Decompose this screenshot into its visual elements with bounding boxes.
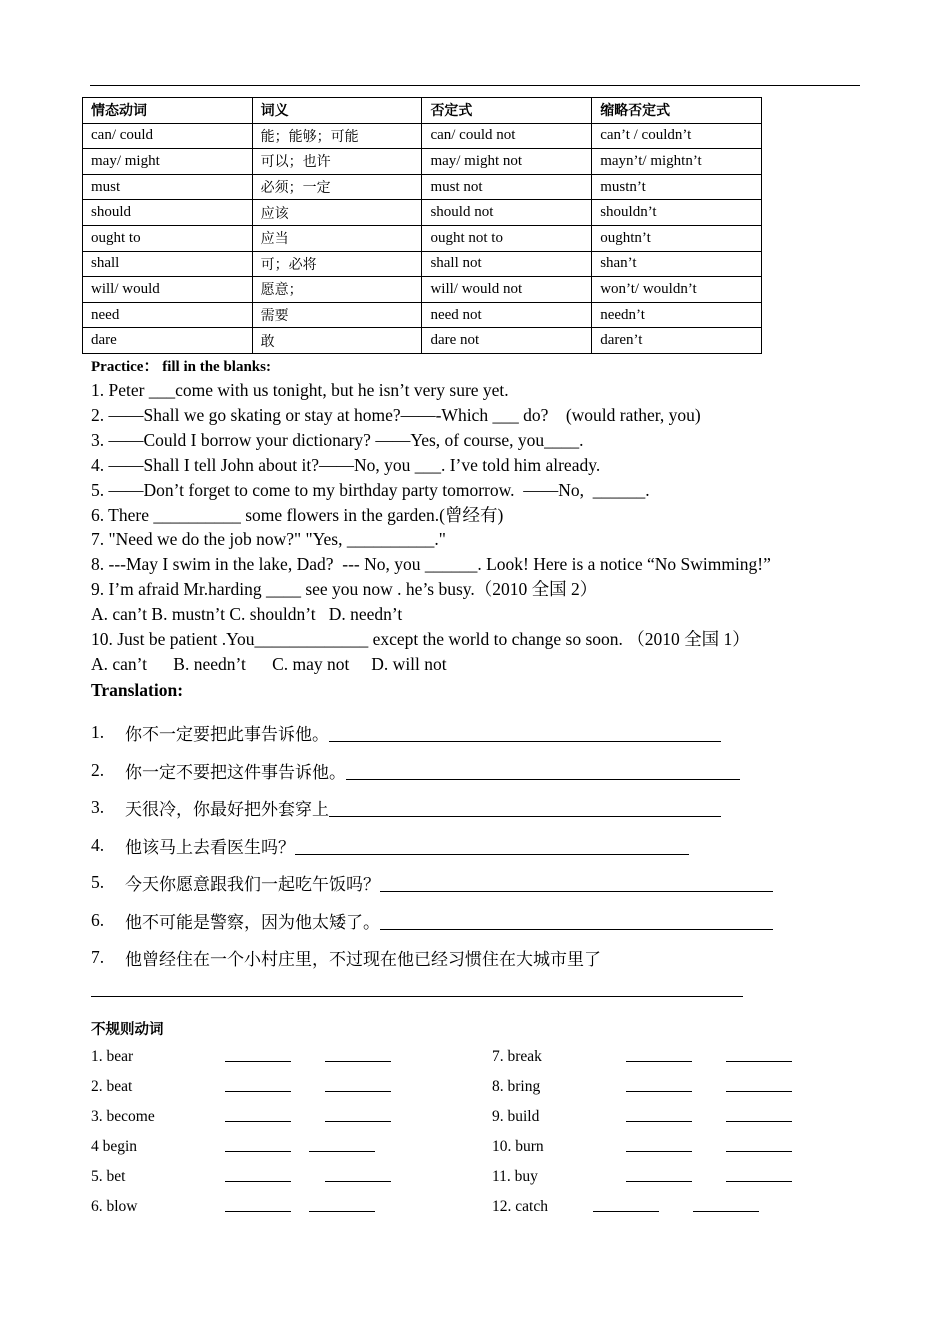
- table-cell: won’t/ wouldn’t: [592, 277, 762, 303]
- table-cell: will/ would: [83, 277, 253, 303]
- past-tense-blank[interactable]: [225, 1091, 291, 1092]
- table-cell: should: [83, 200, 253, 226]
- answer-blank[interactable]: [346, 761, 740, 780]
- verb-label: 3. become: [91, 1108, 155, 1125]
- table-cell: daren’t: [592, 328, 762, 354]
- past-participle-blank[interactable]: [726, 1181, 792, 1182]
- past-tense-blank[interactable]: [593, 1211, 659, 1212]
- translation-prompt: 他曾经住在一个小村庄里，不过现在他已经习惯住在大城市里了: [125, 950, 601, 971]
- practice-question: 3. ——Could I borrow your dictionary? ——Yes, of course, you____.: [91, 429, 584, 450]
- past-participle-blank[interactable]: [309, 1151, 375, 1152]
- header-cell: 否定式: [422, 98, 592, 124]
- translation-number: 6.: [91, 909, 105, 930]
- verb-label: 8. bring: [492, 1078, 541, 1095]
- table-cell: may/ might: [83, 149, 253, 175]
- table-row: [83, 328, 762, 354]
- header-cell: 词义: [252, 98, 422, 124]
- table-cell: need: [83, 302, 253, 328]
- translation-prompt: 你一定不要把这件事告诉他。: [125, 762, 346, 783]
- table-cell: mustn’t: [592, 174, 762, 200]
- table-cell: 可以；也许: [252, 149, 422, 175]
- table-cell: need not: [422, 302, 592, 328]
- verb-label: 6. blow: [91, 1198, 138, 1215]
- translation-number: 7.: [91, 947, 105, 968]
- translation-item: [91, 714, 773, 752]
- practice-question: A. can’t B. mustn’t C. shouldn’t D. needn’t: [91, 604, 403, 625]
- translation-list: [91, 714, 773, 977]
- table-cell: can’t / couldn’t: [592, 123, 762, 149]
- practice-question: 9. I’m afraid Mr.harding ____ see you now . he’s busy.（2010 全国 2）: [91, 579, 598, 600]
- past-participle-blank[interactable]: [325, 1181, 391, 1182]
- past-tense-blank[interactable]: [225, 1151, 291, 1152]
- table-cell: ought not to: [422, 225, 592, 251]
- past-participle-blank[interactable]: [726, 1061, 792, 1062]
- table-cell: shall not: [422, 251, 592, 277]
- irregular-verbs-title: 不规则动词: [91, 1022, 164, 1038]
- table-cell: can/ could not: [422, 123, 592, 149]
- practice-question: 1. Peter ___come with us tonight, but he isn’t very sure yet.: [91, 380, 509, 400]
- table-header-row: [83, 98, 762, 124]
- table-cell: 敢: [252, 328, 422, 354]
- past-participle-blank[interactable]: [726, 1091, 792, 1092]
- translation-item: [91, 827, 773, 865]
- table-cell: 需要: [252, 302, 422, 328]
- past-tense-blank[interactable]: [225, 1211, 291, 1212]
- translation-prompt: 你不一定要把此事告诉他。: [125, 725, 329, 746]
- translation-number: 4.: [91, 834, 105, 855]
- verb-label: 2. beat: [91, 1078, 133, 1095]
- verb-label: 4 begin: [91, 1138, 138, 1155]
- table-cell: must: [83, 174, 253, 200]
- practice-question: 7. "Need we do the job now?" "Yes, __________.": [91, 529, 446, 550]
- translation-number: 5.: [91, 872, 105, 893]
- table-cell: should not: [422, 200, 592, 226]
- translation-prompt: 天很冷，你最好把外套穿上: [125, 800, 329, 821]
- answer-blank[interactable]: [329, 798, 721, 817]
- translation-item: [91, 939, 773, 977]
- translation-item: [91, 902, 773, 940]
- practice-question: 10. Just be patient .You_____________ except the world to change so soon. （2010 全国 1）: [91, 629, 750, 650]
- practice-section: [91, 356, 771, 677]
- answer-blank[interactable]: [380, 873, 773, 892]
- table-cell: dare not: [422, 328, 592, 354]
- table-row: [83, 251, 762, 277]
- past-participle-blank[interactable]: [309, 1211, 375, 1212]
- translation-number: 2.: [91, 759, 105, 780]
- verb-label: 7. break: [492, 1048, 542, 1065]
- translation-prompt: 他不可能是警察，因为他太矮了。: [125, 912, 380, 933]
- practice-question: 4. ——Shall I tell John about it?——No, you ___. I’ve told him already.: [91, 454, 601, 475]
- past-participle-blank[interactable]: [325, 1091, 391, 1092]
- table-row: [83, 123, 762, 149]
- translation-item: [91, 864, 773, 902]
- table-cell: ought to: [83, 225, 253, 251]
- modal-verbs-table: [82, 97, 762, 354]
- table-row: [83, 149, 762, 175]
- answer-blank[interactable]: [380, 911, 773, 930]
- header-cell: 情态动词: [83, 98, 253, 124]
- past-tense-blank[interactable]: [626, 1181, 692, 1182]
- table-cell: will/ would not: [422, 277, 592, 303]
- table-cell: shan’t: [592, 251, 762, 277]
- past-tense-blank[interactable]: [626, 1091, 692, 1092]
- table-cell: shouldn’t: [592, 200, 762, 226]
- table-cell: mayn’t/ mightn’t: [592, 149, 762, 175]
- table-cell: shall: [83, 251, 253, 277]
- practice-question: 2. ——Shall we go skating or stay at home?——-Which ___ do? (would rather, you): [91, 404, 701, 425]
- header-cell: 缩略否定式: [592, 98, 762, 124]
- table-row: [83, 302, 762, 328]
- practice-heading: Practice： fill in the blanks:: [91, 359, 271, 375]
- past-participle-blank[interactable]: [325, 1061, 391, 1062]
- answer-blank[interactable]: [295, 836, 689, 855]
- practice-question: A. can’t B. needn’t C. may not D. will not: [91, 653, 447, 674]
- answer-line-7[interactable]: [91, 996, 743, 997]
- verb-label: 1. bear: [91, 1048, 134, 1065]
- past-tense-blank[interactable]: [626, 1151, 692, 1152]
- table-cell: needn’t: [592, 302, 762, 328]
- past-tense-blank[interactable]: [626, 1061, 692, 1062]
- past-participle-blank[interactable]: [325, 1121, 391, 1122]
- translation-prompt: 今天你愿意跟我们一起吃午饭吗？: [125, 875, 380, 896]
- table-cell: 应该: [252, 200, 422, 226]
- translation-number: 1.: [91, 722, 105, 743]
- table-cell: must not: [422, 174, 592, 200]
- table-cell: 可；必将: [252, 251, 422, 277]
- past-tense-blank[interactable]: [626, 1121, 692, 1122]
- translation-prompt: 他该马上去看医生吗？: [125, 837, 295, 858]
- table-cell: can/ could: [83, 123, 253, 149]
- table-cell: 能；能够；可能: [252, 123, 422, 149]
- table-row: [83, 174, 762, 200]
- verb-label: 12. catch: [492, 1198, 548, 1215]
- translation-item: [91, 789, 773, 827]
- table-cell: may/ might not: [422, 149, 592, 175]
- translation-number: 3.: [91, 797, 105, 818]
- past-tense-blank[interactable]: [225, 1181, 291, 1182]
- past-tense-blank[interactable]: [225, 1121, 291, 1122]
- past-participle-blank[interactable]: [726, 1121, 792, 1122]
- answer-blank[interactable]: [329, 723, 721, 742]
- table-row: [83, 277, 762, 303]
- verb-label: 10. burn: [492, 1138, 544, 1155]
- past-participle-blank[interactable]: [726, 1151, 792, 1152]
- verb-label: 9. build: [492, 1108, 540, 1125]
- table-row: [83, 225, 762, 251]
- practice-question: 8. ---May I swim in the lake, Dad? --- No, you ______. Look! Here is a notice “No Swimming!”: [91, 554, 771, 575]
- table-cell: 应当: [252, 225, 422, 251]
- table-cell: 愿意；: [252, 277, 422, 303]
- practice-question: 5. ——Don’t forget to come to my birthday party tomorrow. ——No, ______.: [91, 479, 650, 500]
- table-row: [83, 200, 762, 226]
- table-cell: oughtn’t: [592, 225, 762, 251]
- practice-question: 6. There __________ some flowers in the garden.(曾经有): [91, 504, 504, 525]
- verb-label: 5. bet: [91, 1168, 126, 1185]
- past-tense-blank[interactable]: [225, 1061, 291, 1062]
- past-participle-blank[interactable]: [693, 1211, 759, 1212]
- table-cell: dare: [83, 328, 253, 354]
- translation-heading: Translation:: [91, 680, 184, 700]
- table-cell: 必须；一定: [252, 174, 422, 200]
- header-rule: [90, 85, 860, 86]
- verb-label: 11. buy: [492, 1168, 538, 1185]
- translation-item: [91, 752, 773, 790]
